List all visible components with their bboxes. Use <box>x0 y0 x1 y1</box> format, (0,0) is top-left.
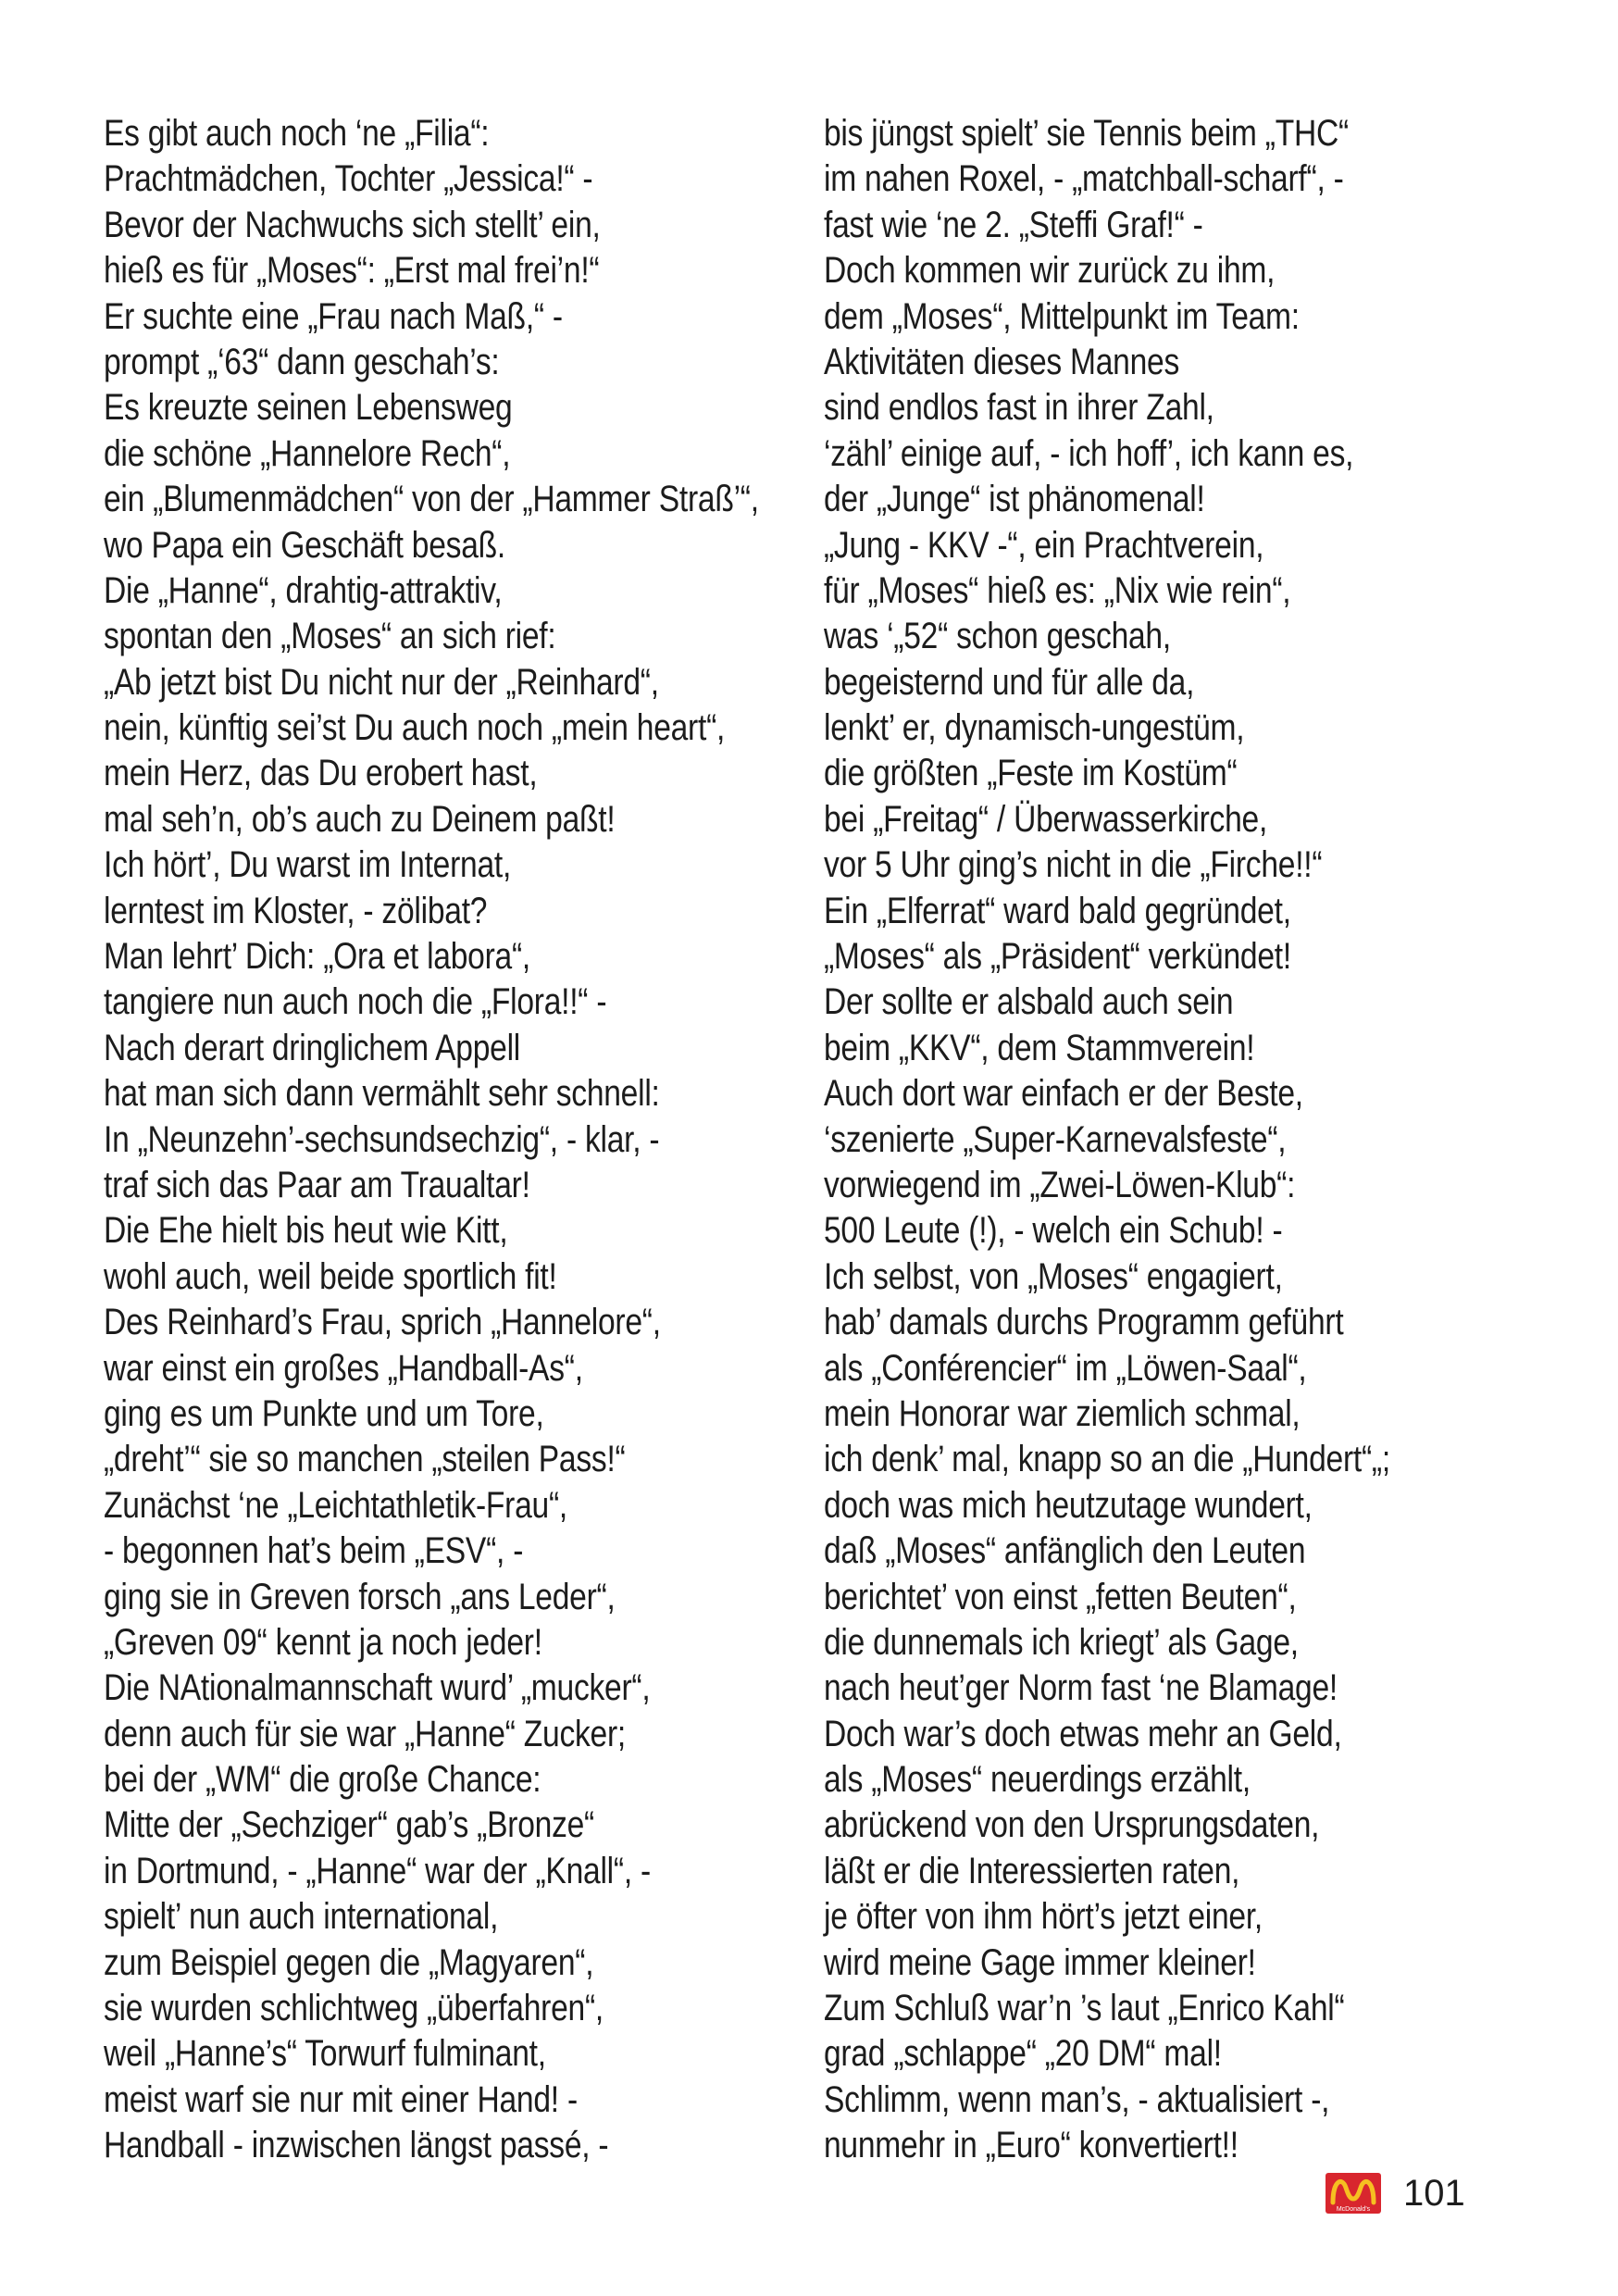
poem-line: nunmehr in „Euro“ konvertiert!! <box>824 2125 1238 2166</box>
poem-line: vor 5 Uhr ging’s nicht in die „Firche!!“ <box>824 844 1323 886</box>
poem-line: ging es um Punkte und um Tore, <box>104 1392 544 1434</box>
poem-line: Nach derart dringlichem Appell <box>104 1027 521 1068</box>
poem-line: die schöne „Hannelore Rech“, <box>104 432 511 474</box>
poem-line: ging sie in Greven forsch „ans Leder“, <box>104 1576 616 1617</box>
right-column <box>824 111 1509 2169</box>
poem-line: hab’ damals durchs Programm geführt <box>824 1302 1344 1343</box>
poem-line: was ‘„52“ schon geschah, <box>824 616 1171 657</box>
poem-line: daß „Moses“ anfänglich den Leuten <box>824 1530 1306 1572</box>
poem-line: mein Honorar war ziemlich schmal, <box>824 1392 1301 1434</box>
poem-line: der „Junge“ ist phänomenal! <box>824 479 1205 520</box>
poem-line: wohl auch, weil beide sportlich fit! <box>104 1255 557 1297</box>
poem-line: 500 Leute (!), - welch ein Schub! - <box>824 1210 1283 1252</box>
poem-line: „Greven 09“ kennt ja noch jeder! <box>104 1621 542 1663</box>
poem-line: In „Neunzehn’-sechsundsechzig“, - klar, - <box>104 1118 660 1160</box>
poem-line: bis jüngst spielt’ sie Tennis beim „THC“ <box>824 113 1349 154</box>
poem-line: meist warf sie nur mit einer Hand! - <box>104 2078 578 2120</box>
poem-line: vorwiegend im „Zwei-Löwen-Klub“: <box>824 1164 1296 1205</box>
poem-line: in Dortmund, - „Hanne“ war der „Knall“, - <box>104 1850 651 1891</box>
poem-line: als „Moses“ neuerdings erzählt, <box>824 1759 1251 1801</box>
poem-line: ein „Blumenmädchen“ von der „Hammer Straß’“, <box>104 479 759 520</box>
poem-line: Ein „Elferrat“ ward bald gegründet, <box>824 890 1291 931</box>
poem-line: prompt „‘63“ dann geschah’s: <box>104 341 500 382</box>
poem-line: sie wurden schlichtweg „überfahren“, <box>104 1988 604 2029</box>
poem-line: Mitte der „Sechziger“ gab’s „Bronze“ <box>104 1804 595 1846</box>
poem-line: lenkt’ er, dynamisch-ungestüm, <box>824 707 1245 749</box>
poem-line: Es kreuzte seinen Lebensweg <box>104 387 513 429</box>
poem-line: Es gibt auch noch ‘ne „Filia“: <box>104 113 490 154</box>
poem-line: Die Ehe hielt bis heut wie Kitt, <box>104 1210 508 1252</box>
poem-line: Er suchte eine „Frau nach Maß,“ - <box>104 295 563 337</box>
poem-line: - begonnen hat’s beim „ESV“, - <box>104 1530 524 1572</box>
poem-line: dem „Moses“, Mittelpunkt im Team: <box>824 295 1300 337</box>
poem-line: nach heut’ger Norm fast ‘ne Blamage! <box>824 1667 1338 1709</box>
poem-line: ich denk’ mal, knapp so an die „Hundert“„; <box>824 1439 1390 1480</box>
poem-line: nein, künftig sei’st Du auch noch „mein heart“, <box>104 707 726 749</box>
poem-line: tangiere nun auch noch die „Flora!!“ - <box>104 981 607 1023</box>
poem-line: Ich hört’, Du warst im Internat, <box>104 844 512 886</box>
poem-line: traf sich das Paar am Traualtar! <box>104 1164 530 1205</box>
poem-line: bei der „WM“ die große Chance: <box>104 1759 541 1801</box>
poem-line: bei „Freitag“ / Überwasserkirche, <box>824 798 1268 840</box>
poem-line: Die NAtionalmannschaft wurd’ „mucker“, <box>104 1667 651 1709</box>
poem-line: denn auch für sie war „Hanne“ Zucker; <box>104 1713 627 1754</box>
poem-line: Prachtmädchen, Tochter „Jessica!“ - <box>104 158 593 200</box>
poem-line: Doch war’s doch etwas mehr an Geld, <box>824 1713 1342 1754</box>
poem-line: lerntest im Kloster, - zölibat? <box>104 890 488 931</box>
poem-line: die dunnemals ich kriegt’ als Gage, <box>824 1621 1299 1663</box>
page-footer <box>1324 2171 1465 2215</box>
poem-line: spontan den „Moses“ an sich rief: <box>104 616 556 657</box>
poem-line: Auch dort war einfach er der Beste, <box>824 1073 1303 1115</box>
poem-line: Zum Schluß war’n ’s laut „Enrico Kahl“ <box>824 1988 1345 2029</box>
poem-line: die größten „Feste im Kostüm“ <box>824 753 1238 794</box>
poem-line: ‘szenierte „Super-Karnevalsfeste“, <box>824 1118 1287 1160</box>
poem-line: für „Moses“ hieß es: „Nix wie rein“, <box>824 569 1291 611</box>
poem-line: hat man sich dann vermählt sehr schnell: <box>104 1073 660 1115</box>
poem-line: „dreht’“ sie so manchen „steilen Pass!“ <box>104 1439 626 1480</box>
poem-line: „Jung - KKV -“, ein Prachtverein, <box>824 524 1264 566</box>
page-number: 101 <box>1403 2173 1465 2214</box>
poem-line: „Ab jetzt bist Du nicht nur der „Reinhard“, <box>104 661 659 703</box>
svg-text:McDonald's: McDonald's <box>1336 2206 1371 2213</box>
poem-line: weil „Hanne’s“ Torwurf fulminant, <box>104 2033 546 2075</box>
poem-line: Handball - inzwischen längst passé, - <box>104 2125 609 2166</box>
poem-line: im nahen Roxel, - „matchball-scharf“, - <box>824 158 1344 200</box>
poem-line: Zunächst ‘ne „Leichtathletik-Frau“, <box>104 1484 568 1526</box>
poem-line: hieß es für „Moses“: „Erst mal frei’n!“ <box>104 250 600 292</box>
poem-line: wird meine Gage immer kleiner! <box>824 1941 1256 1983</box>
poem-line: „Moses“ als „Präsident“ verkündet! <box>824 936 1291 978</box>
poem-line: wo Papa ein Geschäft besaß. <box>104 524 505 566</box>
poem-line: als „Conférencier“ im „Löwen-Saal“, <box>824 1347 1307 1389</box>
poem-line: begeisternd und für alle da, <box>824 661 1195 703</box>
poem-line: mein Herz, das Du erobert hast, <box>104 753 538 794</box>
poem-line: doch was mich heutzutage wundert, <box>824 1484 1313 1526</box>
poem-line: Ich selbst, von „Moses“ engagiert, <box>824 1255 1283 1297</box>
poem-line: Doch kommen wir zurück zu ihm, <box>824 250 1276 292</box>
poem-line: zum Beispiel gegen die „Magyaren“, <box>104 1941 594 1983</box>
poem-line: war einst ein großes „Handball-As“, <box>104 1347 583 1389</box>
poem-line: Des Reinhard’s Frau, sprich „Hannelore“, <box>104 1302 661 1343</box>
poem-line: sind endlos fast in ihrer Zahl, <box>824 387 1214 429</box>
poem-line: Bevor der Nachwuchs sich stellt’ ein, <box>104 204 601 245</box>
poem-line: Aktivitäten dieses Mannes <box>824 341 1180 382</box>
poem-line: Der sollte er alsbald auch sein <box>824 981 1234 1023</box>
poem-line: spielt’ nun auch international, <box>104 1896 499 1938</box>
poem-line: Die „Hanne“, drahtig-attraktiv, <box>104 569 503 611</box>
poem-line: je öfter von ihm hört’s jetzt einer, <box>824 1896 1263 1938</box>
mcdonalds-logo-icon <box>1324 2171 1383 2215</box>
poem-line: läßt er die Interessierten raten, <box>824 1850 1240 1891</box>
poem-line: grad „schlappe“ „20 DM“ mal! <box>824 2033 1222 2075</box>
poem-line: ‘zähl’ einige auf, - ich hoff’, ich kann es, <box>824 432 1354 474</box>
poem-line: Man lehrt’ Dich: „Ora et labora“, <box>104 936 531 978</box>
poem-line: fast wie ‘ne 2. „Steffi Graf!“ - <box>824 204 1203 245</box>
poem-line: abrückend von den Ursprungsdaten, <box>824 1804 1320 1846</box>
poem-line: Schlimm, wenn man’s, - aktualisiert -, <box>824 2078 1330 2120</box>
left-column <box>104 111 807 2169</box>
poem-line: berichtet’ von einst „fetten Beuten“, <box>824 1576 1297 1617</box>
poem-line: mal seh’n, ob’s auch zu Deinem paßt! <box>104 798 616 840</box>
poem-line: beim „KKV“, dem Stammverein! <box>824 1027 1255 1068</box>
